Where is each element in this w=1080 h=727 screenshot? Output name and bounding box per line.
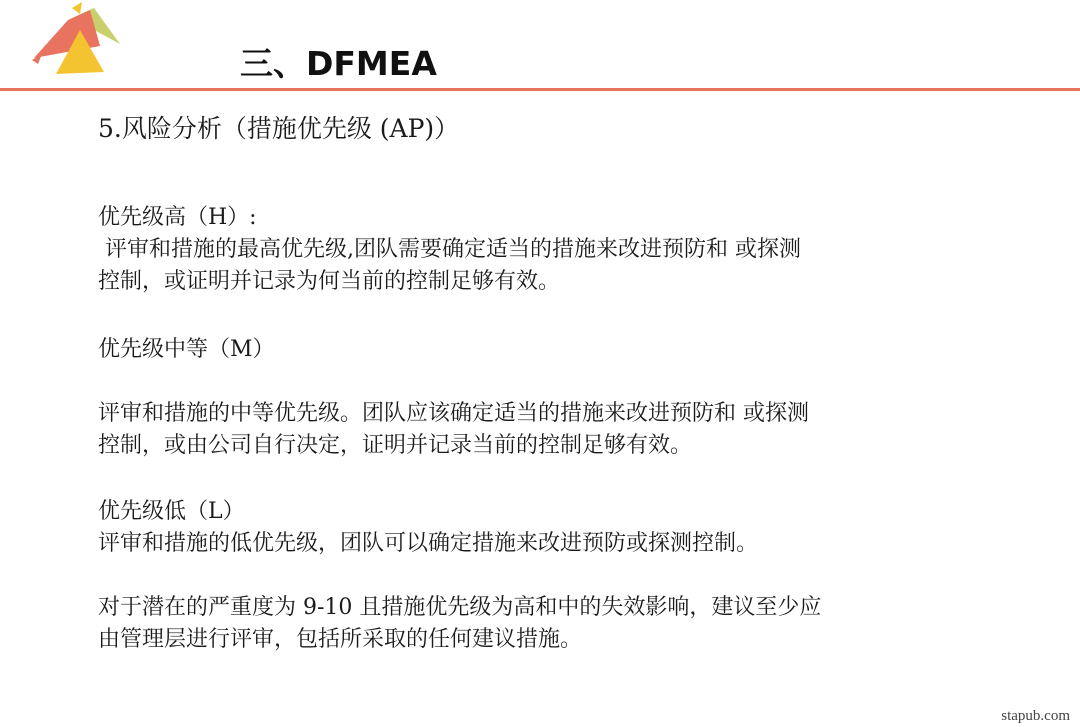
priority-high-label: 优先级高（H）:	[98, 205, 257, 230]
priority-medium-line-1: 评审和措施的中等优先级。团队应该确定适当的措施来改进预防和 或探测	[98, 401, 809, 426]
severity-note-line-1: 对于潜在的严重度为 9-10 且措施优先级为高和中的失效影响，建议至少应	[98, 595, 822, 620]
priority-medium-line-2: 控制，或由公司自行决定，证明并记录当前的控制足够有效。	[98, 433, 693, 458]
priority-low-line-1: 评审和措施的低优先级，团队可以确定措施来改进预防或探测控制。	[98, 531, 759, 556]
severity-note-line-2: 由管理层进行评审，包括所采取的任何建议措施。	[98, 627, 583, 652]
priority-high-line-2: 控制，或证明并记录为何当前的控制足够有效。	[98, 269, 561, 294]
title-divider	[0, 88, 1080, 91]
priority-low-label: 优先级低（L）	[98, 499, 245, 524]
watermark: stapub.com	[1001, 708, 1070, 724]
section-heading: 5.风险分析（措施优先级 (AP)）	[98, 114, 460, 143]
priority-high-line-1: 评审和措施的最高优先级,团队需要确定适当的措施来改进预防和 或探测	[98, 237, 801, 262]
slide-title: 三、DFMEA	[240, 44, 437, 83]
priority-medium-label: 优先级中等（M）	[98, 337, 275, 362]
logo-yellow-small-triangle	[72, 2, 82, 14]
triangles-logo-icon	[28, 2, 128, 78]
